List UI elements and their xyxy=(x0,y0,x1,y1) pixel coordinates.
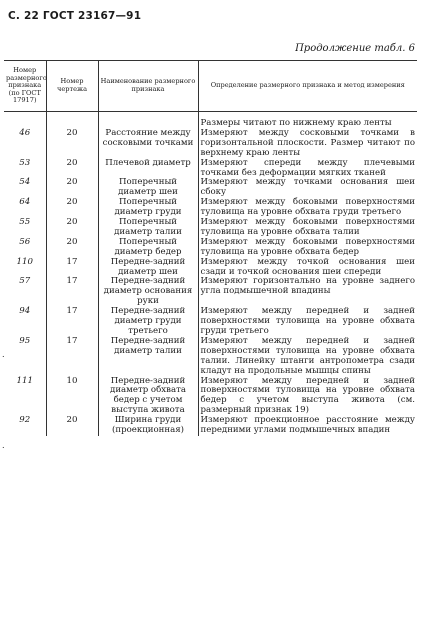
feature-definition: Измеряют между боковыми поверхностями туловища на уровне обхвата бедер xyxy=(198,238,417,258)
feature-definition: Измеряют между передней и задней поверхностями туловища на уровне обхвата груди третьего xyxy=(198,307,417,337)
feature-number: 55 xyxy=(19,217,31,228)
feature-name: Передне-задний диаметр шеи xyxy=(98,258,198,278)
table-row xyxy=(4,159,417,179)
table-row xyxy=(4,238,417,258)
table-row xyxy=(4,129,417,159)
table-row xyxy=(4,307,417,337)
feature-name: Передне-задний диаметр талии xyxy=(98,337,198,377)
feature-definition: Измеряют между передней и задней поверхностями туловища на уровне обхвата бедер с учетом выступа живота (см. размерный признак 19) xyxy=(198,377,417,417)
feature-name: Поперечный диаметр груди xyxy=(98,198,198,218)
column-header-name: Наименование размерного признака xyxy=(98,61,198,112)
drawing-number: 17 xyxy=(46,307,98,337)
feature-definition: Измеряют горизонтально на уровне заднего угла подмышечной впадины xyxy=(198,277,417,307)
drawing-number: 20 xyxy=(46,416,98,436)
feature-number: 54 xyxy=(19,177,31,188)
margin-mark: . xyxy=(2,350,5,359)
feature-definition: Измеряют между точкой основания шеи сзади и точкой основания шеи спереди xyxy=(198,258,417,278)
table-row xyxy=(4,178,417,198)
feature-name: Поперечный диаметр талии xyxy=(98,218,198,238)
feature-name: Поперечный диаметр шеи xyxy=(98,178,198,198)
feature-name: Ширина груди (проекционная) xyxy=(98,416,198,436)
drawing-number: 10 xyxy=(46,377,98,417)
feature-name: Поперечный диаметр бедер xyxy=(98,238,198,258)
drawing-number: 17 xyxy=(46,277,98,307)
drawing-number: 20 xyxy=(46,178,98,198)
drawing-number: 20 xyxy=(46,159,98,179)
table-row xyxy=(4,218,417,238)
table-continuation-label: Продолжение табл. 6 xyxy=(295,43,415,54)
drawing-number: 20 xyxy=(46,198,98,218)
drawing-number: 20 xyxy=(46,129,98,159)
table-row xyxy=(4,111,417,128)
table-row xyxy=(4,198,417,218)
feature-number: 53 xyxy=(19,157,31,168)
table-row xyxy=(4,337,417,377)
feature-number: 94 xyxy=(19,306,31,317)
intro-definition: Размеры читают по нижнему краю ленты xyxy=(198,111,417,128)
table-row xyxy=(4,277,417,307)
feature-name: Плечевой диаметр xyxy=(98,159,198,179)
column-header-drawing: Номер чертежа xyxy=(46,61,98,112)
feature-name: Передне-задний диаметр груди третьего xyxy=(98,307,198,337)
feature-definition: Измеряют между боковыми поверхностями туловища на уровне обхвата груди третьего xyxy=(198,198,417,218)
table-header-row xyxy=(4,61,417,112)
feature-number: 64 xyxy=(19,197,31,208)
drawing-number: 17 xyxy=(46,258,98,278)
feature-definition: Измеряют между сосковыми точками в горизонтальной плоскости. Размер читают по верхнему краю ленты xyxy=(198,129,417,159)
drawing-number: 20 xyxy=(46,238,98,258)
feature-number: 46 xyxy=(19,127,31,138)
measurements-table xyxy=(4,60,417,436)
drawing-number: 20 xyxy=(46,218,98,238)
drawing-number: 17 xyxy=(46,337,98,377)
feature-number: 110 xyxy=(16,256,33,267)
feature-number: 56 xyxy=(19,236,31,247)
column-header-definition: Определение размерного признака и метод измерения xyxy=(198,61,417,112)
table-row xyxy=(4,416,417,436)
feature-definition: Измеряют между передней и задней поверхностями туловища на уровне обхвата талии. Линейку штанги антропометра сзади кладут на продольные мышцы спины xyxy=(198,337,417,377)
feature-definition: Измеряют проекционное расстояние между передними углами подмышечных впадин xyxy=(198,416,417,436)
feature-definition: Измеряют между боковыми поверхностями туловища на уровне обхвата талии xyxy=(198,218,417,238)
feature-name: Передне-задний диаметр обхвата бедер с учетом выступа живота xyxy=(98,377,198,417)
column-header-number: Номер размерного признака (по ГОСТ 17917) xyxy=(4,61,46,112)
feature-name: Расстояние между сосковыми точками xyxy=(98,129,198,159)
feature-number: 92 xyxy=(19,415,31,426)
feature-number: 57 xyxy=(19,276,31,287)
table-row xyxy=(4,258,417,278)
feature-number: 111 xyxy=(16,375,33,386)
margin-mark: . xyxy=(2,441,5,450)
feature-name: Передне-задний диаметр основания руки xyxy=(98,277,198,307)
feature-number: 95 xyxy=(19,335,31,346)
page-header: С. 22 ГОСТ 23167—91 xyxy=(8,10,142,22)
feature-definition: Измеряют спереди между плечевыми точками без деформации мягких тканей xyxy=(198,159,417,179)
table-row xyxy=(4,377,417,417)
feature-definition: Измеряют между точками основания шеи сбоку xyxy=(198,178,417,198)
